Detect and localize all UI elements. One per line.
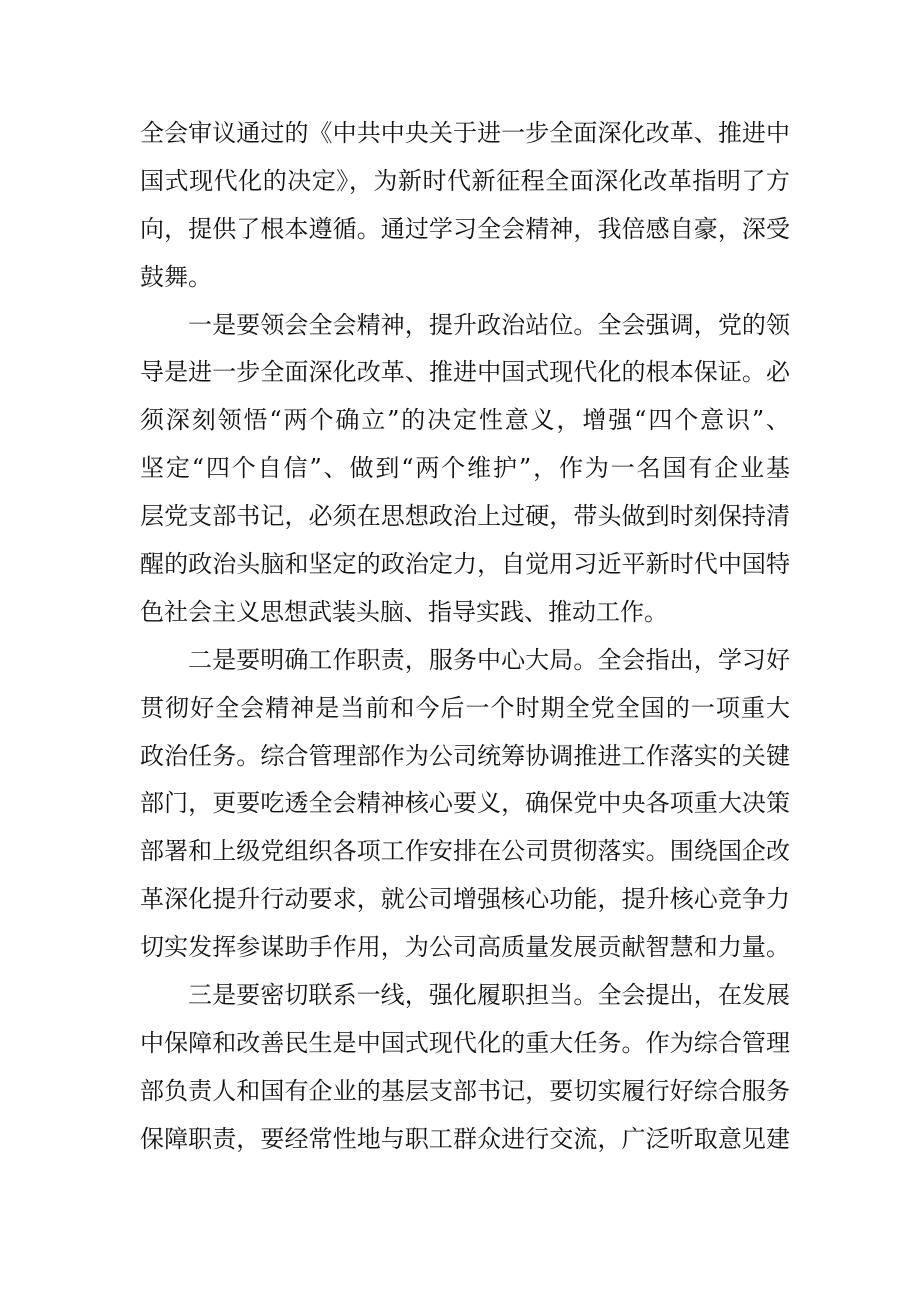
paragraph bbox=[140, 972, 790, 1164]
text-line: 部门，更要吃透全会精神核心要义，确保党中央各项重大决策 bbox=[140, 789, 790, 818]
text-line: 贯彻好全会精神是当前和今后一个时期全党全国的一项重大 bbox=[140, 693, 790, 722]
text-line: 二是要明确工作职责，服务中心大局。全会指出，学习好 bbox=[188, 645, 790, 674]
document-body bbox=[140, 110, 790, 1164]
paragraph bbox=[140, 110, 790, 302]
text-line: 革深化提升行动要求，就公司增强核心功能，提升核心竞争力 bbox=[140, 885, 790, 914]
text-line: 导是进一步全面深化改革、推进中国式现代化的根本保证。必 bbox=[140, 358, 790, 387]
text-line: 国式现代化的决定》，为新时代新征程全面深化改革指明了方 bbox=[140, 166, 790, 195]
text-line: 全会审议通过的《中共中央关于进一步全面深化改革、推进中 bbox=[140, 119, 790, 147]
text-line: 色社会主义思想武装头脑、指导实践、推动工作。 bbox=[140, 597, 668, 626]
text-line: 三是要密切联系一线，强化履职担当。全会提出，在发展 bbox=[188, 981, 790, 1010]
text-line: 醒的政治头脑和坚定的政治定力，自觉用习近平新时代中国特 bbox=[140, 550, 790, 579]
text-line: 保障职责，要经常性地与职工群众进行交流，广泛听取意见建 bbox=[140, 1124, 790, 1153]
paragraph bbox=[140, 302, 790, 637]
text-line: 切实发挥参谋助手作用，为公司高质量发展贡献智慧和力量。 bbox=[140, 933, 790, 962]
text-line: 部署和上级党组织各项工作安排在公司贯彻落实。围绕国企改 bbox=[140, 837, 790, 866]
text-line: 中保障和改善民生是中国式现代化的重大任务。作为综合管理 bbox=[140, 1028, 790, 1057]
text-line: 一是要领会全会精神，提升政治站位。全会强调，党的领 bbox=[188, 310, 790, 339]
text-line: 政治任务。综合管理部作为公司统筹协调推进工作落实的关键 bbox=[140, 741, 790, 770]
text-line: 层党支部书记，必须在思想政治上过硬，带头做到时刻保持清 bbox=[140, 502, 790, 531]
text-line: 坚定“四个自信”、做到“两个维护”，作为一名国有企业基 bbox=[140, 454, 790, 483]
text-line: 向，提供了根本遵循。通过学习全会精神，我倍感自豪，深受 bbox=[140, 214, 790, 243]
text-line: 须深刻领悟“两个确立”的决定性意义，增强“四个意识”、 bbox=[140, 406, 790, 435]
paragraph bbox=[140, 637, 790, 972]
text-line: 鼓舞。 bbox=[140, 262, 212, 291]
text-line: 部负责人和国有企业的基层支部书记，要切实履行好综合服务 bbox=[140, 1076, 790, 1105]
